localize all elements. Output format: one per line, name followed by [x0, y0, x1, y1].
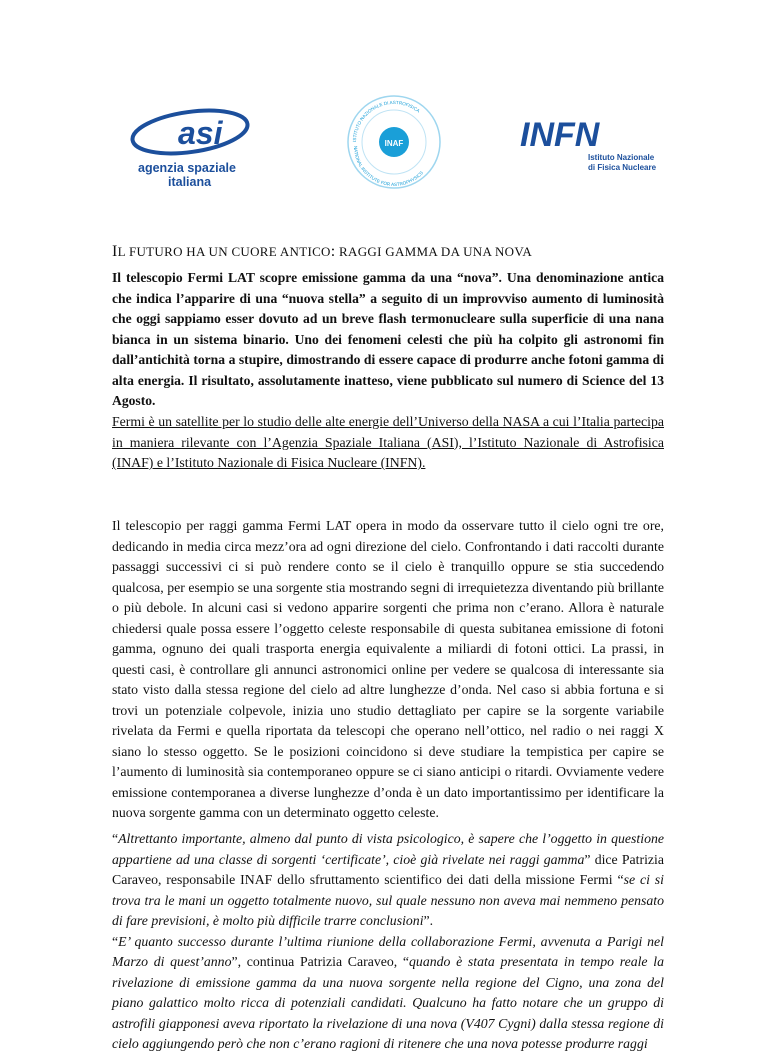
page-title: [112, 243, 672, 261]
inaf-ring-top: ISTITUTO NAZIONALE DI ASTROFISICA: [351, 99, 421, 143]
quote-2: se ci si trova tra le mani un oggetto totalmente nuovo, sul quale nessuno non aveva mai nemmeno pensato di fare previsioni, è molto più difficile trarre conclusioni: [112, 872, 664, 928]
abstract: Il telescopio Fermi LAT scopre emissione gamma da una “nova”. Una denominazione antica che indica l’apparire di una “nuova stella” a seguito di un improvviso aumento di luminosità che oggi sappiamo esser dovuto ad un breve flash termonucleare sulla superficie di una nana bianca in un sistema binario. Uno dei fenomeni celesti che più ha colpito gli astronomi fin dall’antichità torna a stupire, dimostrando di essere capace di produrre anche fotoni gamma di alta energia. Il risultato, assolutamente inatteso, viene pubblicato sul numero di Science del 13 Agosto.: [112, 270, 664, 408]
quote-attribution-2: ”, continua Patrizia Caraveo, “: [231, 954, 410, 969]
inaf-logo: [334, 82, 454, 202]
quote-1: Altrettanto importante, almeno dal punto di vista psicologico, è sapere che l’oggetto in questione appartiene ad una classe di sorgenti ‘certificate’, cioè già rivelate nei raggi gamma: [112, 831, 664, 867]
quote-close-2: ”.: [423, 913, 434, 928]
quote-3: E’ quanto successo durante l’ultima riunione della collaborazione Fermi, avvenuta a Parigi nel Marzo di quest’anno: [112, 933, 664, 969]
body-paragraph-2: [112, 829, 664, 1055]
title-colon: :: [330, 243, 336, 260]
asi-line1: agenzia spaziale: [138, 161, 236, 175]
inaf-ring-bottom: NATIONAL INSTITUTE FOR ASTROPHYSICS: [352, 145, 425, 188]
title-cap1: I: [112, 243, 118, 260]
infn-logo: [518, 108, 657, 178]
title-part1: L FUTURO HA UN CUORE ANTICO: [117, 244, 331, 259]
quote-open-1: “: [112, 831, 119, 846]
intro-paragraph: Fermi è un satellite per lo studio delle alte energie dell’Universo della NASA a cui l’Italia partecipa in maniera rilevante con l’Agenzia Spaziale Italiana (ASI), l’Istituto Nazionale di Astrofisica (INAF) e l’Istituto Nazionale di Fisica Nucleare (INFN).: [112, 414, 664, 470]
asi-mark: asi: [178, 115, 223, 151]
infn-mark: INFN: [520, 116, 600, 154]
infn-logo-graphic: [518, 108, 657, 178]
infn-line1: Istituto Nazionale: [588, 153, 655, 162]
inaf-logo-graphic: [334, 82, 454, 202]
asi-logo: [128, 104, 258, 194]
body-paragraph-1: Il telescopio per raggi gamma Fermi LAT opera in modo da osservare tutto il cielo ogni tre ore, dedicando in media circa mezz’ora ad ogni direzione del cielo. Confrontando i dati raccolti durante passaggi successivi ci si può rendere conto se il cielo è tranquillo oppure se stia succedendo qualcosa, per esempio se una sorgente stia mostrando segni di irrequietezza diventando più brillante o più debole. In alcuni casi si vedono apparire sorgenti che prima non c’erano. Allora è naturale chiedersi quale possa essere l’oggetto celeste responsabile di questa subitanea emissione di fotoni gamma, ognuno dei quali trasporta energia equivalente a miliardi di fotoni ottici. La prassi, in questi casi, è controllare gli annunci astronomici online per vedere se qualcosa di interessante sia stato visto dalla stessa regione del cielo ad altre lunghezze d’onda. Nel caso si abbia fortuna e si trovi un potenziale colpevole, inizia uno studio dettagliato per capire se la sorgente variabile rivelata da Fermi e quella riportata da telescopi che operano nell’ottico, nel radio o nei raggi X siano lo stesso oggetto. Se le posizioni coincidono si deve studiare la tempistica per capire se l’aumento di luminosità sia contemporaneo oppure se ci siano anticipi o ritardi. Ovviamente vedere emissione contemporanea a diverse lunghezze d’onda è un dato importantissimo per identificare la nuova sorgente gamma con un determinato oggetto celeste.: [112, 518, 664, 820]
inaf-mark: INAF: [384, 139, 404, 148]
quote-open-3: “: [112, 933, 119, 949]
quote-4: quando è stata presentata in tempo reale la rivelazione di emissione gamma da una nuova sorgente nella regione del Cigno, una zona del piano galattico molto ricca di potenziali candidati. Qualcuno ha fatto notare che un gruppo di astrofili giapponesi aveva riportato la rivelazione di una nova (V407 Cygni) dalla stessa regione di cielo aggiungendo però che non c’erano ragioni di ritenere che una nova potesse produrre raggi: [112, 954, 664, 1051]
asi-logo-graphic: [128, 104, 258, 194]
asi-line2: italiana: [168, 175, 212, 189]
title-part2: RAGGI GAMMA DA UNA NOVA: [335, 244, 533, 259]
quote-attribution-1: ” dice Patrizia Caraveo, responsabile INAF dello sfruttamento scientifico dei dati della missione Fermi “: [112, 851, 665, 887]
infn-line2: di Fisica Nucleare: [588, 163, 657, 172]
